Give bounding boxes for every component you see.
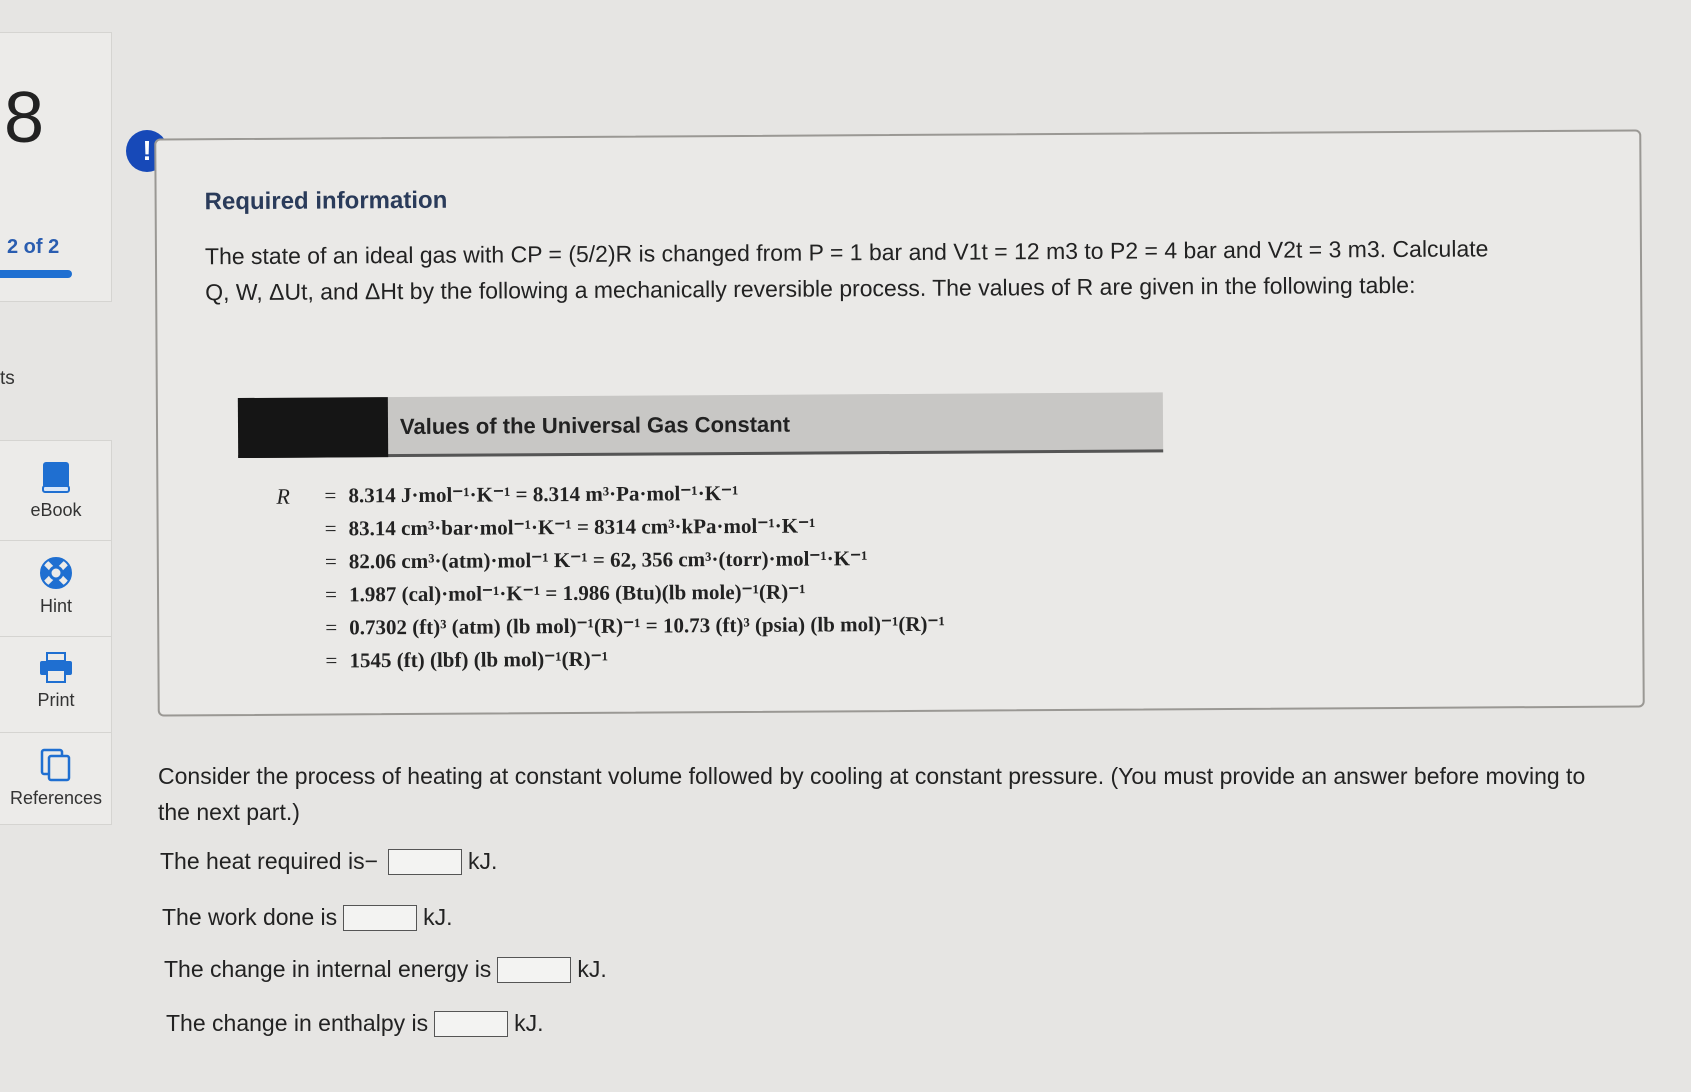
heat-input[interactable]	[388, 849, 462, 875]
gas-constant-value: 83.14 cm³·bar·mol⁻¹·K⁻¹ = 8314 cm³·kPa·mol⁻¹·K⁻¹	[348, 513, 816, 541]
gas-constant-value: 1.987 (cal)·mol⁻¹·K⁻¹ = 1.986 (Btu)(lb mole)⁻¹(R)⁻¹	[348, 579, 806, 607]
gas-constant-table-title: Values of the Universal Gas Constant	[399, 411, 791, 440]
equals-sign: =	[324, 516, 337, 541]
r-symbol: R	[276, 483, 290, 509]
question-nav-card	[0, 32, 112, 302]
question-progress-text[interactable]: 2 of 2	[7, 236, 60, 258]
enthalpy-label: The change in enthalpy is	[166, 1010, 429, 1036]
equation-row	[277, 575, 945, 612]
enthalpy-answer-row	[166, 1010, 544, 1037]
problem-statement: The state of an ideal gas with CP = (5/2)R is changed from P = 1 bar and V1t = 12 m3 to P2 = 4 bar and V2t = 3 m3. Calculate Q, W, ΔUt, and ΔHt by the following a mechanically reversible process. The values of R are given in the following table:	[204, 235, 1489, 306]
question-prompt: Consider the process of heating at constant volume followed by cooling at constant pressure. (You must provide an answer before moving to the next part.)	[158, 763, 1586, 825]
gas-constant-value: 0.7302 (ft)³ (atm) (lb mol)⁻¹(R)⁻¹ = 10.73 (ft)³ (psia) (lb mol)⁻¹(R)⁻¹	[349, 611, 945, 640]
equals-sign: =	[325, 648, 338, 673]
internal-energy-label: The change in internal energy is	[164, 956, 492, 982]
hint-button[interactable]	[0, 556, 112, 617]
enthalpy-unit: kJ.	[514, 1010, 544, 1036]
equation-row	[277, 542, 945, 579]
progress-bar	[0, 270, 72, 278]
points-label: ts	[0, 368, 15, 389]
lifebuoy-icon	[39, 556, 73, 590]
print-button[interactable]	[0, 652, 112, 711]
table-header-dark-cell	[238, 397, 388, 458]
equation-row	[277, 641, 945, 678]
equals-sign: =	[324, 549, 337, 574]
tool-divider	[0, 540, 112, 541]
hint-label: Hint	[39, 596, 72, 616]
heat-label: The heat required is	[160, 848, 365, 874]
work-answer-row	[162, 904, 453, 931]
references-button[interactable]	[0, 748, 112, 809]
references-label: References	[9, 788, 103, 808]
gas-constant-value: 82.06 cm³·(atm)·mol⁻¹ K⁻¹ = 62, 356 cm³·(torr)·mol⁻¹·K⁻¹	[348, 546, 868, 574]
print-label: Print	[37, 690, 75, 710]
equation-row	[277, 608, 945, 645]
work-unit: kJ.	[423, 904, 453, 930]
gas-constant-table-header	[238, 392, 1163, 458]
required-info-title: Required information	[204, 186, 448, 216]
internal-energy-input[interactable]	[497, 957, 571, 983]
alert-icon: !	[126, 130, 168, 172]
heat-unit: kJ.	[468, 848, 498, 874]
internal-energy-unit: kJ.	[577, 956, 607, 982]
gas-constant-value: 8.314 J·mol⁻¹·K⁻¹ = 8.314 m³·Pa·mol⁻¹·K⁻¹	[348, 480, 739, 508]
work-input[interactable]	[343, 905, 417, 931]
copy-icon	[40, 748, 72, 782]
ebook-button[interactable]	[0, 460, 112, 521]
equals-sign: =	[325, 582, 338, 607]
tool-divider	[0, 732, 112, 733]
equation-row	[277, 509, 945, 546]
gas-constant-value: 1545 (ft) (lbf) (lb mol)⁻¹(R)⁻¹	[349, 646, 609, 673]
internal-energy-answer-row	[164, 956, 607, 983]
printer-icon	[39, 652, 73, 684]
equation-row	[276, 476, 944, 513]
gas-constant-equations	[276, 476, 945, 678]
minus-sign: −	[364, 848, 379, 874]
enthalpy-input[interactable]	[434, 1011, 508, 1037]
work-label: The work done is	[162, 904, 338, 930]
tool-divider	[0, 636, 112, 637]
ebook-label: eBook	[30, 500, 82, 520]
required-info-panel	[154, 129, 1645, 716]
question-number: 8	[4, 78, 45, 158]
equals-sign: =	[325, 615, 338, 640]
heat-answer-row	[160, 848, 497, 875]
equals-sign: =	[324, 483, 337, 508]
book-icon	[41, 460, 71, 494]
